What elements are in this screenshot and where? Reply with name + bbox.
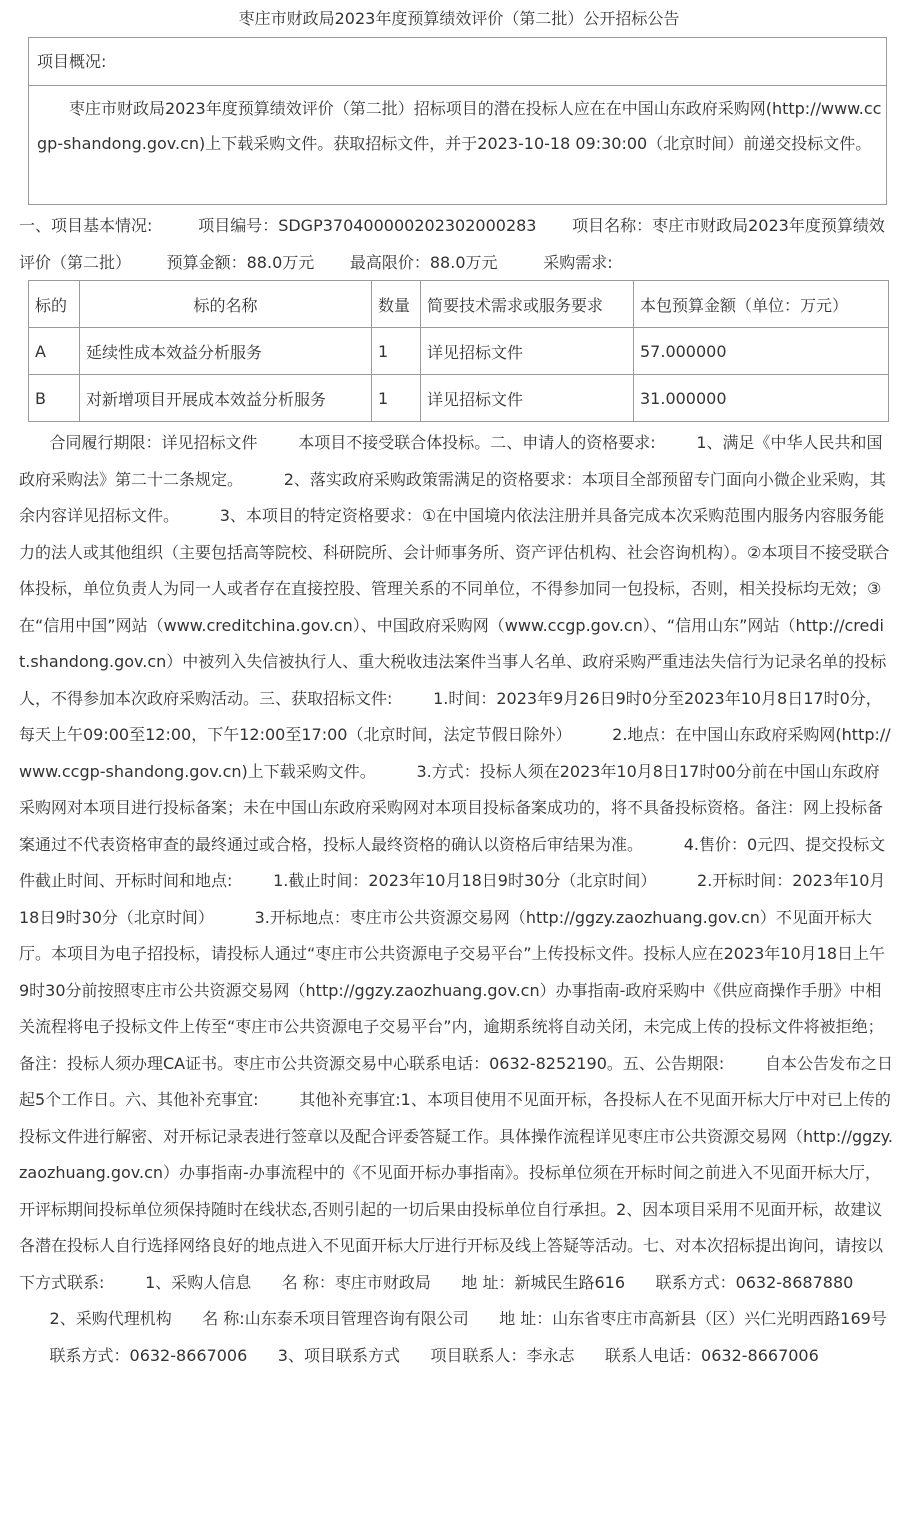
table-cell: 延续性成本效益分析服务 [80,328,372,375]
agency-name: 名 称:山东泰禾项目管理咨询有限公司 [202,1309,469,1328]
document-location: 2.地点：在中国山东政府采购网(http://www.ccgp-shandong.gov.cn)上下载采购文件。 [19,725,891,781]
opening-location: 3.开标地点：枣庄市公共资源交易网（http://ggzy.zaozhuang.gov.cn）不见面开标大厅。本项目为电子招投标，请投标人通过“枣庄市公共资源电子交易平台”上传投标文件。投标人应在2023年10月18日上午9时30分前按照枣庄市公共资源交易网（http://ggzy.zaozhuang.gov.cn）办事指南-政府采购中《供应商操作手册》中相关流程将电子投标文件上传至“枣庄市公共资源电子交易平台”内，逾期系统将自动关闭，未完成上传的投标文件将被拒绝；备注：投标人须办理CA证书。枣庄市公共资源交易中心联系电话：0632-8252190。五、公告期限: [19,907,886,1073]
qualification-item-1: 1、满足《中华人民共和国政府采购法》第二十二条规定。 [19,433,883,489]
project-contact-person: 项目联系人：李永志 [430,1345,575,1365]
table-header: 数量 [372,281,421,328]
table-cell: 详见招标文件 [421,328,634,375]
other-matters: 其他补充事宜:1、本项目使用不见面开标，各投标人在不见面开标大厅中对已上传的投标文件进行解密、对开标记录表进行签章以及配合评委答疑工作。具体操作流程详见枣庄市公共资源交易网（http://ggzy.zaozhuang.gov.cn）办事指南-办事流程中的《不见面开标办事指南》。投标单位须在开标时间之前进入不见面开标大厅，开评标期间投标单位须保持随时在线状态,否则引起的一切后果由投标单位自行承担。2、因本项目采用不见面开标，故建议各潜在投标人自行选择网络良好的地点进入不见面开标大厅进行开标及线上答疑等活动。七、对本次招标提出询问，请按以下方式联系: [19,1090,894,1292]
table-cell: 对新增项目开展成本效益分析服务 [80,375,372,422]
table-cell: 1 [372,375,421,422]
document-time: 1.时间：2023年9月26日9时0分至2023年10月8日17时0分，每天上午09:00至12:00，下午12:00至17:00（北京时间，法定节假日除外） [19,688,882,744]
purchaser-address: 地 址：新城民生路616 [461,1272,626,1292]
consortium-and-qualification-heading: 本项目不接受联合体投标。二、申请人的资格要求: [298,433,656,452]
overview-text: 枣庄市财政局2023年度预算绩效评价（第二批）招标项目的潜在投标人应在在中国山东政府采购网(http://www.ccgp-shandong.gov.cn)上下载采购文件。获取招标文件，并于2023-10-18 09:30:00（北京时间）前递交投标文件。 [37,99,882,153]
opening-time: 2.开标时间：2023年10月18日9时30分（北京时间） [19,871,886,927]
project-contact-phone: 联系人电话：0632-8667006 [605,1345,819,1365]
table-header: 本包预算金额（单位：万元） [634,281,889,328]
table-row [29,328,889,375]
agency-address: 地 址：山东省枣庄市高新县（区）兴仁光明西路169号 [499,1309,887,1328]
table-cell: 详见招标文件 [421,375,634,422]
agency-contact: 联系方式：0632-8667006 [49,1345,248,1365]
table-cell: 1 [372,328,421,375]
table-cell: A [29,328,80,375]
section-basic-info: 一、项目基本情况: [19,216,153,235]
max-price: 最高限价：88.0万元 [349,252,498,272]
table-header-row [29,281,889,328]
purchaser-info-label: 1、采购人信息 [145,1272,252,1292]
table-cell: 31.000000 [634,375,889,422]
agency-info-label: 2、采购代理机构 [49,1309,172,1328]
table-header: 标的名称 [80,281,372,328]
page-title: 枣庄市财政局2023年度预算绩效评价（第二批）公开招标公告 [238,9,680,28]
announcement-body [19,425,893,1374]
document-method: 3.方式：投标人须在2023年10月8日17时00分前在中国山东政府采购网对本项目进行投标备案；未在中国山东政府采购网对本项目投标备案成功的，将不具备投标资格。备注：网上投标备案通过不代表资格审查的最终通过或合格，投标人最终资格的确认以资格后审结果为准。 [19,761,884,854]
table-row [29,375,889,422]
deadline-time: 1.截止时间：2023年10月18日9时30分（北京时间） [273,871,657,890]
basic-info-paragraph [19,208,893,281]
overview-heading: 项目概况: [29,38,886,86]
procurement-demand-label: 采购需求: [543,252,613,272]
project-number: 项目编号：SDGP370400000202302000283 [198,216,537,235]
qualification-item-3: 3、本项目的特定资格要求：①在中国境内依法注册并具备完成本次采购范围内服务内容服务能力的法人或其他组织（主要包括高等院校、科研院所、会计师事务所、资产评估机构、社会咨询机构）。②本项目不接受联合体投标，单位负责人为同一人或者存在直接控股、管理关系的不同单位，不得参加同一包投标，否则，相关投标均无效；③在“信用中国”网站（www.creditchina.gov.cn）、中国政府采购网（www.ccgp.gov.cn）、“信用山东”网站（http://credit.shandong.gov.cn）中被列入失信被执行人、重大税收违法案件当事人名单、政府采购严重违法失信行为记录名单的投标人，不得参加本次政府采购活动。三、获取招标文件: [19,506,890,708]
purchaser-contact: 联系方式：0632-8687880 [655,1272,854,1292]
contract-period: 合同履行期限：详见招标文件 [49,433,258,452]
qualification-item-2: 2、落实政府采购政策需满足的资格要求：本项目全部预留专门面向小微企业采购，其余内容详见招标文件。 [19,469,886,525]
procurement-table [28,280,889,422]
purchaser-name: 名 称：枣庄市财政局 [281,1272,431,1292]
table-cell: B [29,375,80,422]
project-overview-box [28,37,887,205]
project-name: 项目名称：枣庄市财政局2023年度预算绩效评价（第二批） [19,216,885,272]
document-price: 4.售价：0元四、提交投标文件截止时间、开标时间和地点: [19,834,886,890]
project-contact-label: 3、项目联系方式 [277,1345,400,1365]
budget-amount: 预算金额：88.0万元 [166,252,315,272]
notice-period: 自本公告发布之日起5个工作日。六、其他补充事宜: [19,1053,893,1109]
table-header: 标的 [29,281,80,328]
table-header: 简要技术需求或服务要求 [421,281,634,328]
table-cell: 57.000000 [634,328,889,375]
